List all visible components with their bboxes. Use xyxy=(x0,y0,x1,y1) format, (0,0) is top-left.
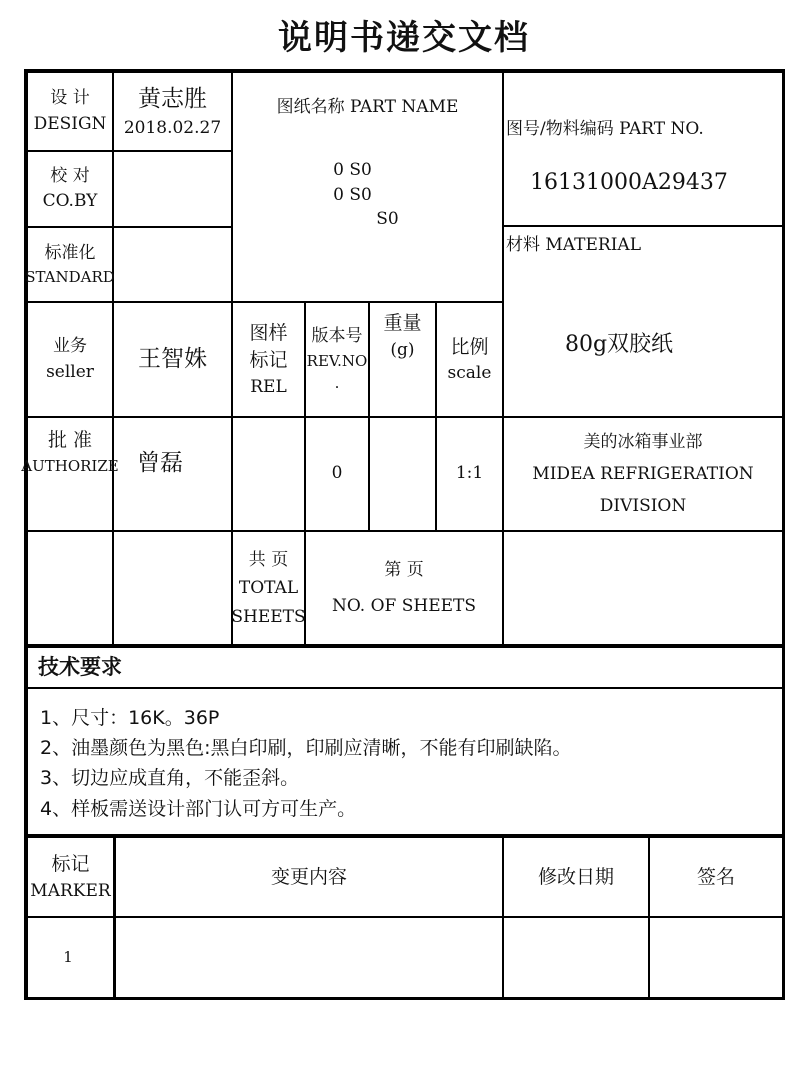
part-name-values xyxy=(233,158,502,238)
marker-label-cn: 标记 xyxy=(51,853,90,875)
change-content-header: 变更内容 xyxy=(270,865,347,888)
authorizer-name: 曾磊 xyxy=(137,449,183,476)
weight-label-cn: 重量 xyxy=(383,312,422,334)
weight-label-unit: (g) xyxy=(390,339,415,360)
sheet-no-en: NO. OF SHEETS xyxy=(331,595,477,616)
sheet-no-cn: 第 页 xyxy=(384,559,424,580)
part-name-line: 0 S0 xyxy=(333,184,372,205)
designer-name: 黄志胜 xyxy=(138,85,207,112)
seller-label xyxy=(28,303,112,416)
company-name-cn: 美的冰箱事业部 xyxy=(583,431,703,452)
part-name-line: S0 xyxy=(376,209,399,230)
part-no-label: 图号/物料编码 PART NO. xyxy=(506,119,704,140)
rel-label-en: REL xyxy=(250,376,287,397)
scale-label-cn: 比例 xyxy=(450,335,489,358)
designer-cell xyxy=(114,73,231,150)
company-name-en: MIDEA REFRIGERATION xyxy=(532,463,754,484)
checked-label-cn: 校 对 xyxy=(50,165,90,186)
total-sheets-en: TOTAL xyxy=(238,578,299,599)
rev-label-en: REV.NO xyxy=(306,351,368,370)
seller-label-en: seller xyxy=(46,361,94,382)
seller-name: 王智姝 xyxy=(138,346,207,373)
seller-label-cn: 业务 xyxy=(53,336,87,356)
change-date xyxy=(504,918,648,997)
design-label-cn: 设 计 xyxy=(50,88,90,108)
material-value: 80g双胶纸 xyxy=(564,331,674,357)
tech-item: 2、油墨颜色为黑色:黑白印刷，印刷应清晰，不能有印刷缺陷。 xyxy=(40,737,572,759)
standard-label-cn: 标准化 xyxy=(44,242,96,263)
scale-value: 1:1 xyxy=(455,463,484,484)
change-signature xyxy=(650,918,782,997)
part-name-label: 图纸名称 PART NAME xyxy=(276,97,459,117)
company-cell xyxy=(504,418,782,530)
company-name-en: DIVISION xyxy=(599,496,687,517)
change-content xyxy=(116,918,502,997)
total-sheets-cn: 共 页 xyxy=(248,550,289,571)
weight-label xyxy=(370,303,435,416)
change-marker: 1 xyxy=(63,948,73,967)
checked-label-en: CO.BY xyxy=(42,191,98,211)
marker-header xyxy=(28,838,113,916)
standard-label-en: STANDARD xyxy=(25,268,115,286)
part-name-line: 0 S0 xyxy=(333,160,372,180)
rel-label xyxy=(233,303,304,416)
scale-label xyxy=(437,303,502,416)
design-date: 2018.02.27 xyxy=(123,118,222,138)
sheet-no-label xyxy=(306,532,502,645)
rev-label-cn: 版本号 xyxy=(311,326,363,347)
rel-label-cn: 标记 xyxy=(249,349,288,372)
checked-label xyxy=(28,152,112,226)
rev-label xyxy=(306,303,368,416)
rel-label-cn: 图样 xyxy=(249,321,288,344)
design-label xyxy=(28,73,112,150)
authorize-label xyxy=(21,418,119,530)
design-label-en: DESIGN xyxy=(33,113,107,134)
total-sheets-en: SHEETS xyxy=(231,606,306,627)
tech-heading: 技术要求 xyxy=(38,654,122,679)
document-title: 说明书递交文档 xyxy=(278,18,530,58)
tech-item: 4、样板需送设计部门认可方可生产。 xyxy=(40,798,357,820)
rev-label-en: . xyxy=(334,374,340,393)
rev-value: 0 xyxy=(331,463,343,484)
scale-label-en: scale xyxy=(447,363,492,383)
material-label: 材料 MATERIAL xyxy=(506,235,641,256)
authorize-label-cn: 批 准 xyxy=(47,429,93,451)
authorize-label-en: AUTHORIZE xyxy=(21,456,119,475)
part-no: 16131000A29437 xyxy=(530,169,728,195)
total-sheets-label xyxy=(233,532,304,645)
tech-item: 1、尺寸：16K。36P xyxy=(40,707,220,729)
marker-label-en: MARKER xyxy=(30,880,111,901)
change-date-header: 修改日期 xyxy=(537,865,614,888)
standard-label xyxy=(25,228,115,301)
tech-item: 3、切边应成直角，不能歪斜。 xyxy=(40,767,300,789)
signature-header: 签名 xyxy=(696,865,735,888)
